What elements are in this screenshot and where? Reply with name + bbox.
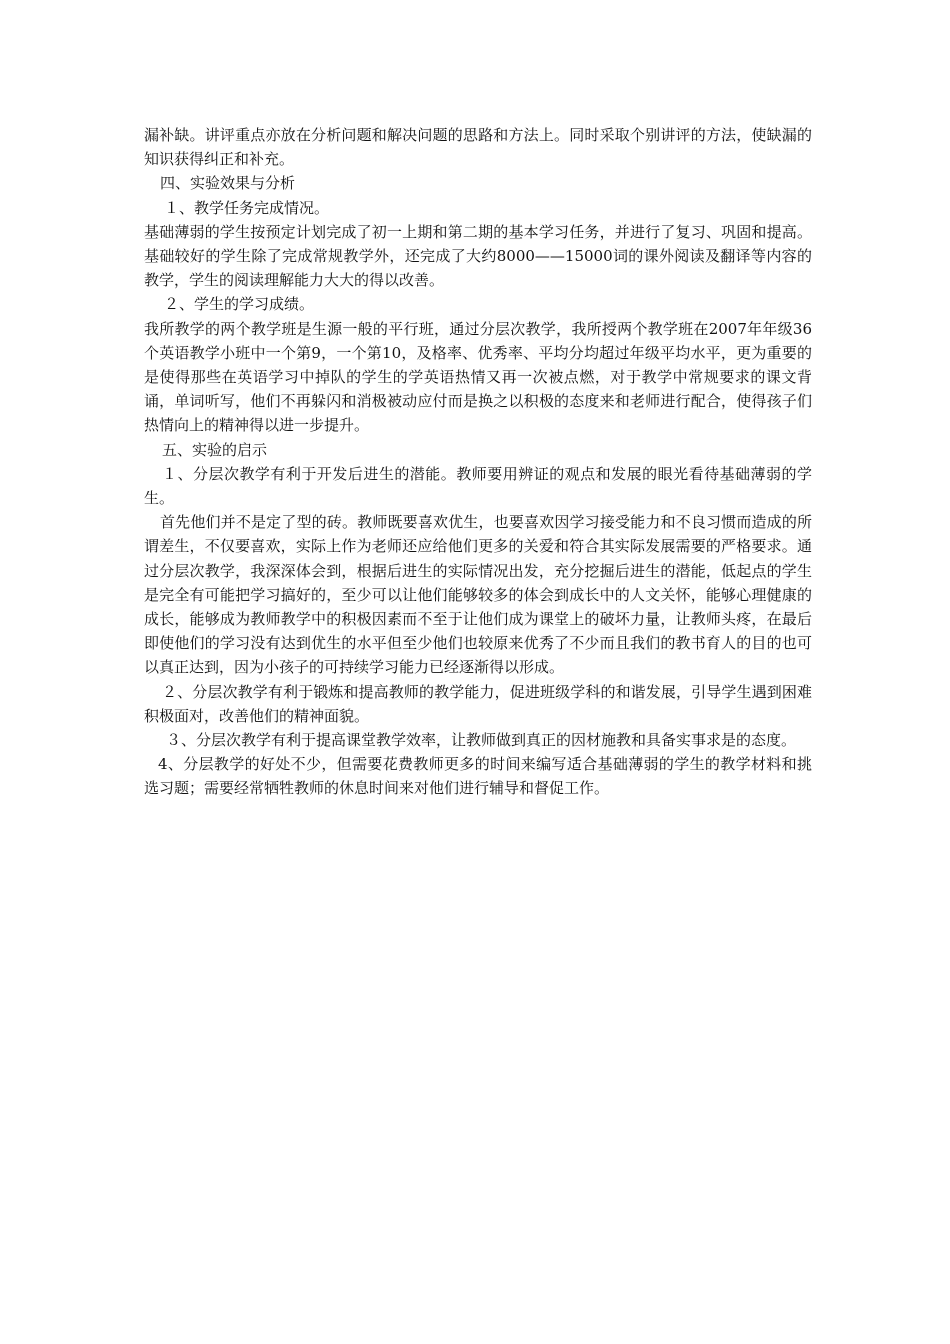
paragraph-insight-4: 4、分层教学的好处不少，但需要花费教师更多的时间来编写适合基础薄弱的学生的教学材料和挑选习题；需要经常牺牲教师的休息时间来对他们进行辅导和督促工作。 [144,755,812,798]
paragraph-insight-1: １、分层次教学有利于开发后进生的潜能。教师要用辨证的观点和发展的眼光看待基础薄弱的学生。 [144,464,812,508]
section-heading-results: 四、实验效果与分析 [160,174,296,193]
subheading-learning-results: ２、学生的学习成绩。 [164,295,315,314]
paragraph-learning-results: 我所教学的两个教学班是生源一般的平行班，通过分层次教学，我所授两个教学班在2007年年级36个英语教学小班中一个第9，一个第10，及格率、优秀率、平均分均超过年级平均水平，更为重要的是使得那些在英语学习中掉队的学生的学英语热情又再一次被点燃，对于教学中常规要求的课文背诵，单词听写，他们不再躲闪和消极被动应付而是换之以积极的态度来和老师进行配合，使得孩子们热情向上的精神得以进一步提升。 [144,319,812,435]
section-heading-insights: 五、实验的启示 [162,440,268,459]
paragraph-insight-1-detail: 首先他们并不是定了型的砖。教师既要喜欢优生，也要喜欢因学习接受能力和不良习惯而造成的所谓差生，不仅要喜欢，实际上作为老师还应给他们更多的关爱和符合其实际发展需要的严格要求。通过分层次教学，我深深体会到，根据后进生的实际情况出发，充分挖掘后进生的潜能，低起点的学生是完全有可能把学习搞好的，至少可以让他们能够较多的体会到成长中的人文关怀，能够心理健康的成长，能够成为教师教学中的积极因素而不至于让他们成为课堂上的破坏力量，让教师头疼，在最后即使他们的学习没有达到优生的水平但至少他们也较原来优秀了不少而且我们的教书育人的目的也可以真正达到，因为小孩子的可持续学习能力已经逐渐得以形成。 [144,513,812,677]
paragraph-insight-2: ２、分层次教学有利于锻炼和提高教师的教学能力，促进班级学科的和谐发展，引导学生遇到困难积极面对，改善他们的精神面貌。 [144,682,812,725]
paragraph-task-completion: 基础薄弱的学生按预定计划完成了初一上期和第二期的基本学习任务，并进行了复习、巩固和提高。基础较好的学生除了完成常规教学外，还完成了大约8000——15000词的课外阅读及翻译等内容的教学，学生的阅读理解能力大大的得以改善。 [144,222,812,290]
paragraph-insight-3: ３、分层次教学有利于提高课堂教学效率，让教师做到真正的因材施教和具备实事求是的态度。 [166,731,797,750]
subheading-task-completion: １、教学任务完成情况。 [164,198,330,217]
document-body [144,123,812,801]
paragraph-continuation: 漏补缺。讲评重点亦放在分析问题和解决问题的思路和方法上。同时采取个别讲评的方法，使缺漏的知识获得纠正和补充。 [144,126,812,169]
